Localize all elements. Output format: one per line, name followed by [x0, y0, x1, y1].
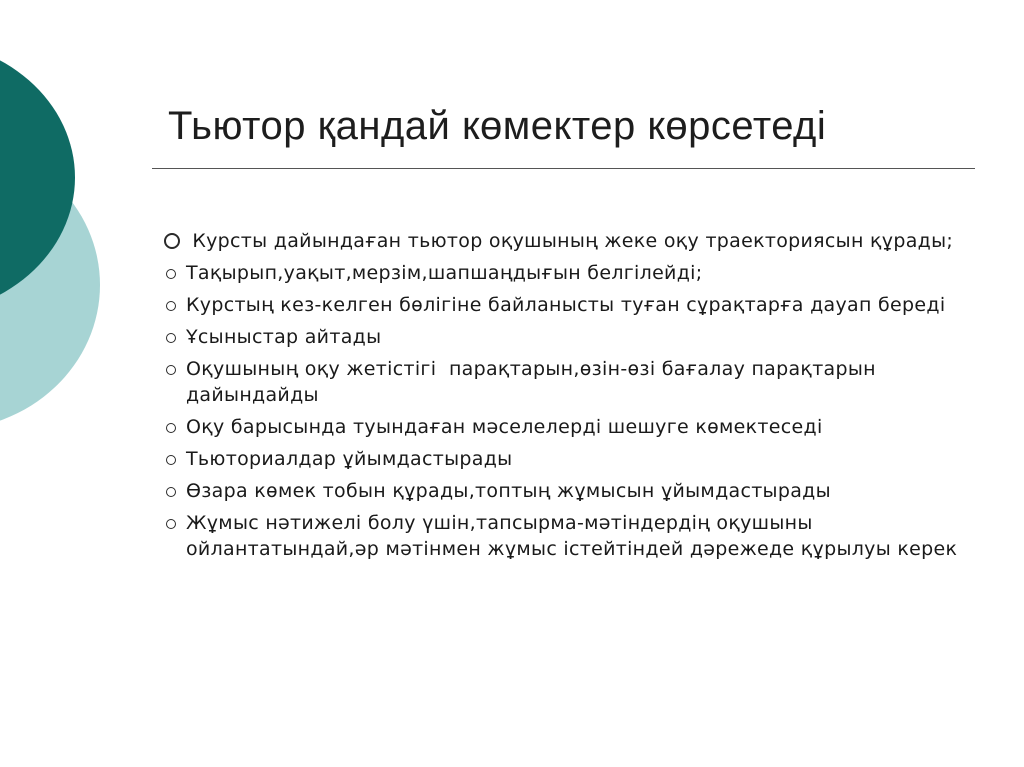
- bullet-text: Өзара көмек тобын құрады,топтың жұмысын ұйымдастырады: [186, 480, 831, 502]
- bullet-text: Курстың кез-келген бөлігіне байланысты туған сұрақтарға дауап береді: [186, 294, 946, 316]
- hollow-circle-icon: [158, 510, 186, 536]
- bullet-item: [158, 414, 958, 440]
- hollow-circle-icon: [158, 478, 186, 504]
- bullet-item: [158, 446, 958, 472]
- bullet-text: Жұмыс нәтижелі болу үшін,тапсырма-мәтіндердің оқушыны ойлантатындай,әр мәтінмен жұмыс істейтіндей дәрежеде құрылуы керек: [186, 512, 958, 560]
- bullet-text: Тьюториалдар ұйымдастырады: [186, 448, 513, 470]
- slide-title: Тьютор қандай көмектер көрсетеді: [168, 104, 827, 148]
- hollow-circle-icon: [158, 446, 186, 472]
- bullet-item: [158, 356, 958, 408]
- hollow-circle-icon: [158, 356, 186, 382]
- hollow-circle-icon: [158, 292, 186, 318]
- hollow-circle-icon: [158, 414, 186, 440]
- hollow-circle-icon: [158, 324, 186, 350]
- bullet-item: [158, 292, 958, 318]
- bullet-item: [158, 510, 958, 562]
- bullet-item: [158, 260, 958, 286]
- bullet-list: [158, 228, 958, 568]
- bullet-text: Тақырып,уақыт,мерзім,шапшаңдығын белгілейді;: [186, 262, 703, 284]
- bullet-item: [158, 228, 958, 254]
- hollow-circle-icon: [158, 260, 186, 286]
- bullet-text: Оқу барысында туындаған мәселелерді шешуге көмектеседі: [186, 416, 823, 438]
- bullet-text: Оқушының оқу жетістігі парақтарын,өзін-өзі бағалау парақтарын дайындайды: [186, 358, 883, 406]
- bullet-item: [158, 478, 958, 504]
- hollow-circle-icon: [158, 228, 186, 254]
- bullet-text: Курсты дайындаған тьютор оқушының жеке оқу траекториясын құрады;: [186, 230, 954, 252]
- bullet-text: Ұсыныстар айтады: [186, 326, 382, 348]
- title-divider: [152, 168, 975, 169]
- bullet-item: [158, 324, 958, 350]
